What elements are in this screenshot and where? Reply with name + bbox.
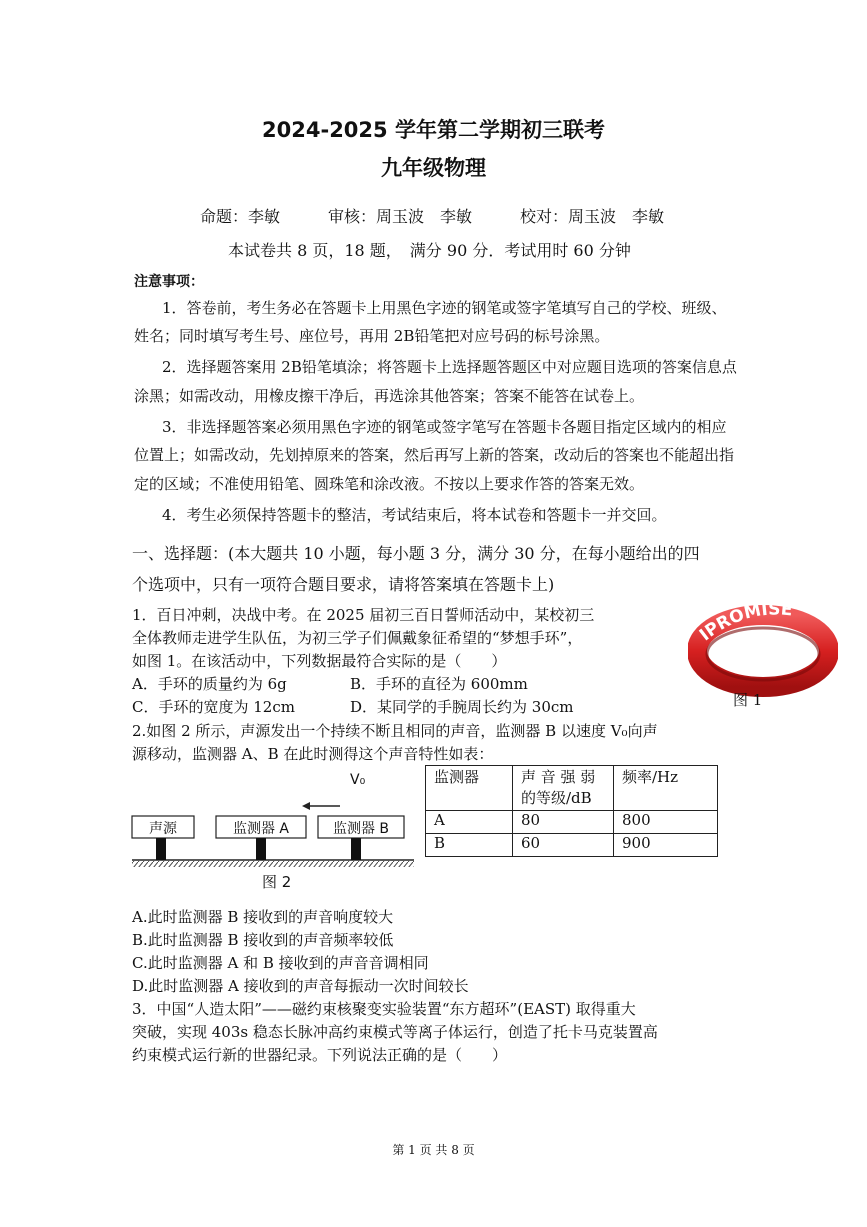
q2-option-c: C.此时监测器 A 和 B 接收到的声音音调相同	[132, 954, 429, 972]
section-heading: 一、选择题：(本大题共 10 小题，每小题 3 分，满分 30 分，在每小题给出的四	[132, 544, 700, 563]
notice-line: 4．考生必须保持答题卡的整洁，考试结束后，将本试卷和答题卡一并交回。	[162, 506, 667, 524]
table-cell: 80	[513, 811, 614, 834]
band-text: IPROMISE	[695, 599, 794, 646]
figure-1-label: 图 1	[733, 691, 763, 709]
exam-staff: 命题：李敏 审核：周玉波 李敏 校对：周玉波 李敏	[200, 207, 665, 226]
velocity-label: V₀	[350, 772, 366, 788]
notice-line: 姓名；同时填写考生号、座位号，再用 2B铅笔把对应号码的标号涂黑。	[134, 327, 610, 345]
table-header-cell	[513, 766, 614, 811]
source-stand	[156, 838, 166, 860]
table-header-cell: 频率/Hz	[614, 766, 718, 811]
exam-info: 本试卷共 8 页，18 题， 满分 90 分．考试用时 60 分钟	[228, 241, 631, 260]
q3-stem: 3．中国“人造太阳”——磁约束核聚变实验装置“东方超环”(EAST) 取得重大	[132, 1000, 636, 1018]
q1-option-d: D．某同学的手腕周长约为 30cm	[350, 698, 574, 716]
table-row	[426, 834, 718, 857]
velocity-arrowhead	[302, 802, 310, 810]
notice-heading: 注意事项：	[134, 274, 204, 290]
header-line: 的等级/dB	[521, 789, 592, 807]
exam-title: 2024-2025 学年第二学期初三联考	[262, 118, 605, 142]
figure-2-label: 图 2	[262, 873, 292, 891]
table-header-row	[426, 766, 718, 811]
exam-subject: 九年级物理	[381, 156, 486, 180]
q1-stem: 全体教师走进学生队伍，为初三学子们佩戴象征希望的“梦想手环”，	[132, 629, 583, 647]
monitor-a-label: 监测器 A	[232, 821, 290, 837]
notice-line: 1．答卷前，考生务必在答题卡上用黑色字迹的钢笔或签字笔填写自己的学校、班级、	[162, 299, 727, 317]
q1-option-b: B．手环的直径为 600mm	[350, 675, 528, 693]
q2-table	[425, 765, 718, 857]
promise-band-image	[688, 596, 838, 706]
page-footer: 第 1 页 共 8 页	[392, 1143, 475, 1157]
notice-line: 定的区域；不准使用铅笔、圆珠笔和涂改液。不按以上要求作答的答案无效。	[134, 475, 645, 493]
q1-option-a: A．手环的质量约为 6g	[132, 675, 287, 693]
table-cell: 60	[513, 834, 614, 857]
q3-stem: 突破，实现 403s 稳态长脉冲高约束模式等离子体运行，创造了托卡马克装置高	[132, 1023, 658, 1041]
section-heading: 个选项中，只有一项符合题目要求，请将答案填在答题卡上)	[132, 575, 555, 594]
table-row	[426, 811, 718, 834]
q2-option-d: D.此时监测器 A 接收到的声音每振动一次时间较长	[132, 977, 469, 995]
q1-stem: 1．百日冲刺，决战中考。在 2025 届初三百日誓师活动中，某校初三	[132, 606, 595, 624]
monitor-b-stand	[351, 838, 361, 860]
q2-stem: 源移动，监测器 A、B 在此时测得这个声音特性如表：	[132, 745, 494, 763]
ground-hatching	[132, 861, 414, 867]
table-cell: B	[426, 834, 513, 857]
notice-line: 3．非选择题答案必须用黑色字迹的钢笔或签字笔写在答题卡各题目指定区域内的相应	[162, 418, 727, 436]
q2-option-b: B.此时监测器 B 接收到的声音频率较低	[132, 931, 394, 949]
q1-option-c: C．手环的宽度为 12cm	[132, 698, 295, 716]
q3-stem: 约束模式运行新的世器纪录。下列说法正确的是（ ）	[132, 1046, 508, 1064]
notice-line: 2．选择题答案用 2B铅笔填涂；将答题卡上选择题答题区中对应题目选项的答案信息点	[162, 358, 737, 376]
q1-stem: 如图 1。在该活动中，下列数据最符合实际的是（ ）	[132, 652, 507, 670]
table-cell: 900	[614, 834, 718, 857]
notice-line: 涂黑；如需改动，用橡皮擦干净后，再选涂其他答案；答案不能答在试卷上。	[134, 387, 645, 405]
monitor-a-stand	[256, 838, 266, 860]
table-cell: A	[426, 811, 513, 834]
source-label: 声源	[149, 821, 177, 837]
q2-option-a: A.此时监测器 B 接收到的声音响度较大	[132, 908, 394, 926]
header-line: 声 音 强 弱	[521, 768, 596, 786]
monitor-b-label: 监测器 B	[332, 821, 390, 837]
table-header-cell: 监测器	[426, 766, 513, 811]
table-cell: 800	[614, 811, 718, 834]
notice-line: 位置上；如需改动，先划掉原来的答案，然后再写上新的答案，改动后的答案也不能超出指	[134, 446, 735, 464]
q2-stem: 2.如图 2 所示，声源发出一个持续不断且相同的声音，监测器 B 以速度 V₀向声	[132, 722, 658, 740]
